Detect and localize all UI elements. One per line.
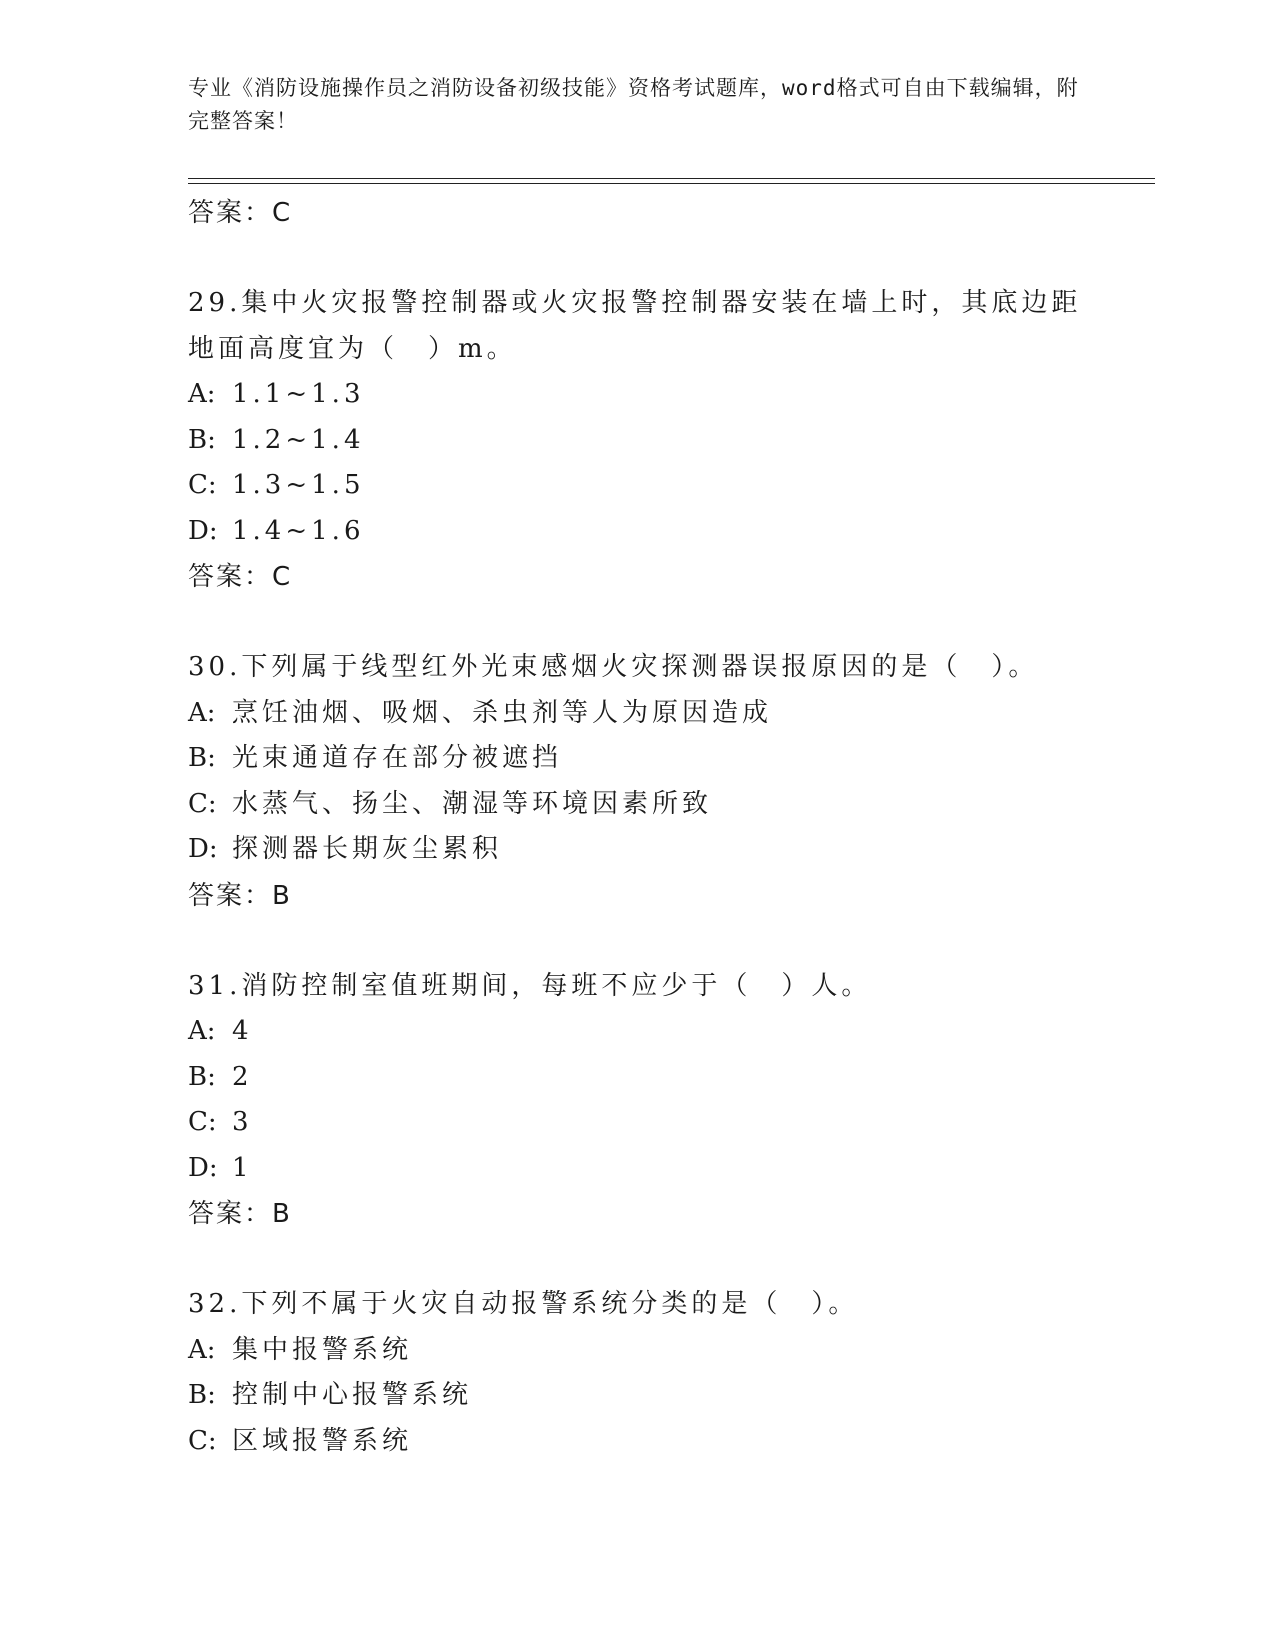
option-text: 4 <box>232 1016 253 1046</box>
option-text: 1.2~1.4 <box>232 424 365 455</box>
option-text: 1.4~1.6 <box>232 515 365 546</box>
question-stem: 32.下列不属于火灾自动报警系统分类的是（ ）。 <box>188 1289 859 1319</box>
question-32 <box>188 1282 1088 1464</box>
option-b <box>188 418 1088 464</box>
option-b <box>188 1055 1088 1101</box>
option-a <box>188 1009 1088 1055</box>
answer-line: 答案：C <box>188 562 293 592</box>
option-letter: A: <box>188 379 216 409</box>
option-text: 光束通道存在部分被遮挡 <box>232 743 563 773</box>
option-d <box>188 1146 1088 1192</box>
question-stem: 30.下列属于线型红外光束感烟火灾探测器误报原因的是（ ）。 <box>188 652 1039 682</box>
option-a <box>188 691 1088 737</box>
option-letter: D: <box>188 1152 218 1183</box>
document-header: 专业《消防设施操作员之消防设备初级技能》资格考试题库，word格式可自由下载编辑，附完整答案！ <box>188 76 1079 133</box>
option-letter: B: <box>188 1061 216 1092</box>
option-letter: C: <box>188 470 217 500</box>
answer-line: 答案：C <box>188 198 293 228</box>
option-text: 烹饪油烟、吸烟、杀虫剂等人为原因造成 <box>232 697 773 728</box>
option-letter: A: <box>188 1334 216 1365</box>
option-text: 控制中心报警系统 <box>232 1380 473 1410</box>
option-b <box>188 736 1088 782</box>
option-text: 1.3~1.5 <box>232 470 365 500</box>
option-d <box>188 827 1088 873</box>
option-text: 集中报警系统 <box>232 1334 413 1365</box>
option-letter: C: <box>188 788 217 819</box>
option-text: 3 <box>232 1107 253 1137</box>
question-30 <box>188 645 1088 919</box>
option-text: 1.1~1.3 <box>232 379 365 409</box>
option-text: 区域报警系统 <box>232 1425 413 1456</box>
option-letter: D: <box>188 515 218 546</box>
option-text: 水蒸气、扬尘、潮湿等环境因素所致 <box>232 788 713 819</box>
option-c <box>188 1419 1088 1465</box>
option-c <box>188 782 1088 828</box>
option-b <box>188 1373 1088 1419</box>
option-text: 1 <box>232 1152 253 1183</box>
option-d <box>188 509 1088 555</box>
option-letter: A: <box>188 697 216 728</box>
option-text: 2 <box>232 1061 253 1092</box>
question-29 <box>188 281 1088 600</box>
question-stem: 31.消防控制室值班期间，每班不应少于（ ）人。 <box>188 970 872 1001</box>
header-rule-top <box>188 178 1155 179</box>
option-letter: C: <box>188 1425 217 1456</box>
question-31 <box>188 964 1088 1238</box>
option-letter: B: <box>188 1380 216 1410</box>
option-a <box>188 372 1088 418</box>
option-letter: B: <box>188 424 216 455</box>
option-letter: B: <box>188 743 216 773</box>
answer-line: 答案：B <box>188 1199 292 1229</box>
option-a <box>188 1328 1088 1374</box>
answer-line: 答案：B <box>188 880 292 911</box>
option-c <box>188 463 1088 509</box>
option-text: 探测器长期灰尘累积 <box>232 834 503 864</box>
option-c <box>188 1100 1088 1146</box>
document-body <box>188 190 1088 1464</box>
header-rule-bottom <box>188 183 1155 184</box>
question-stem: 29.集中火灾报警控制器或火灾报警控制器安装在墙上时，其底边距地面高度宜为（ ）m。 <box>188 288 1082 364</box>
option-letter: C: <box>188 1107 217 1137</box>
option-letter: A: <box>188 1016 216 1046</box>
option-letter: D: <box>188 834 218 864</box>
